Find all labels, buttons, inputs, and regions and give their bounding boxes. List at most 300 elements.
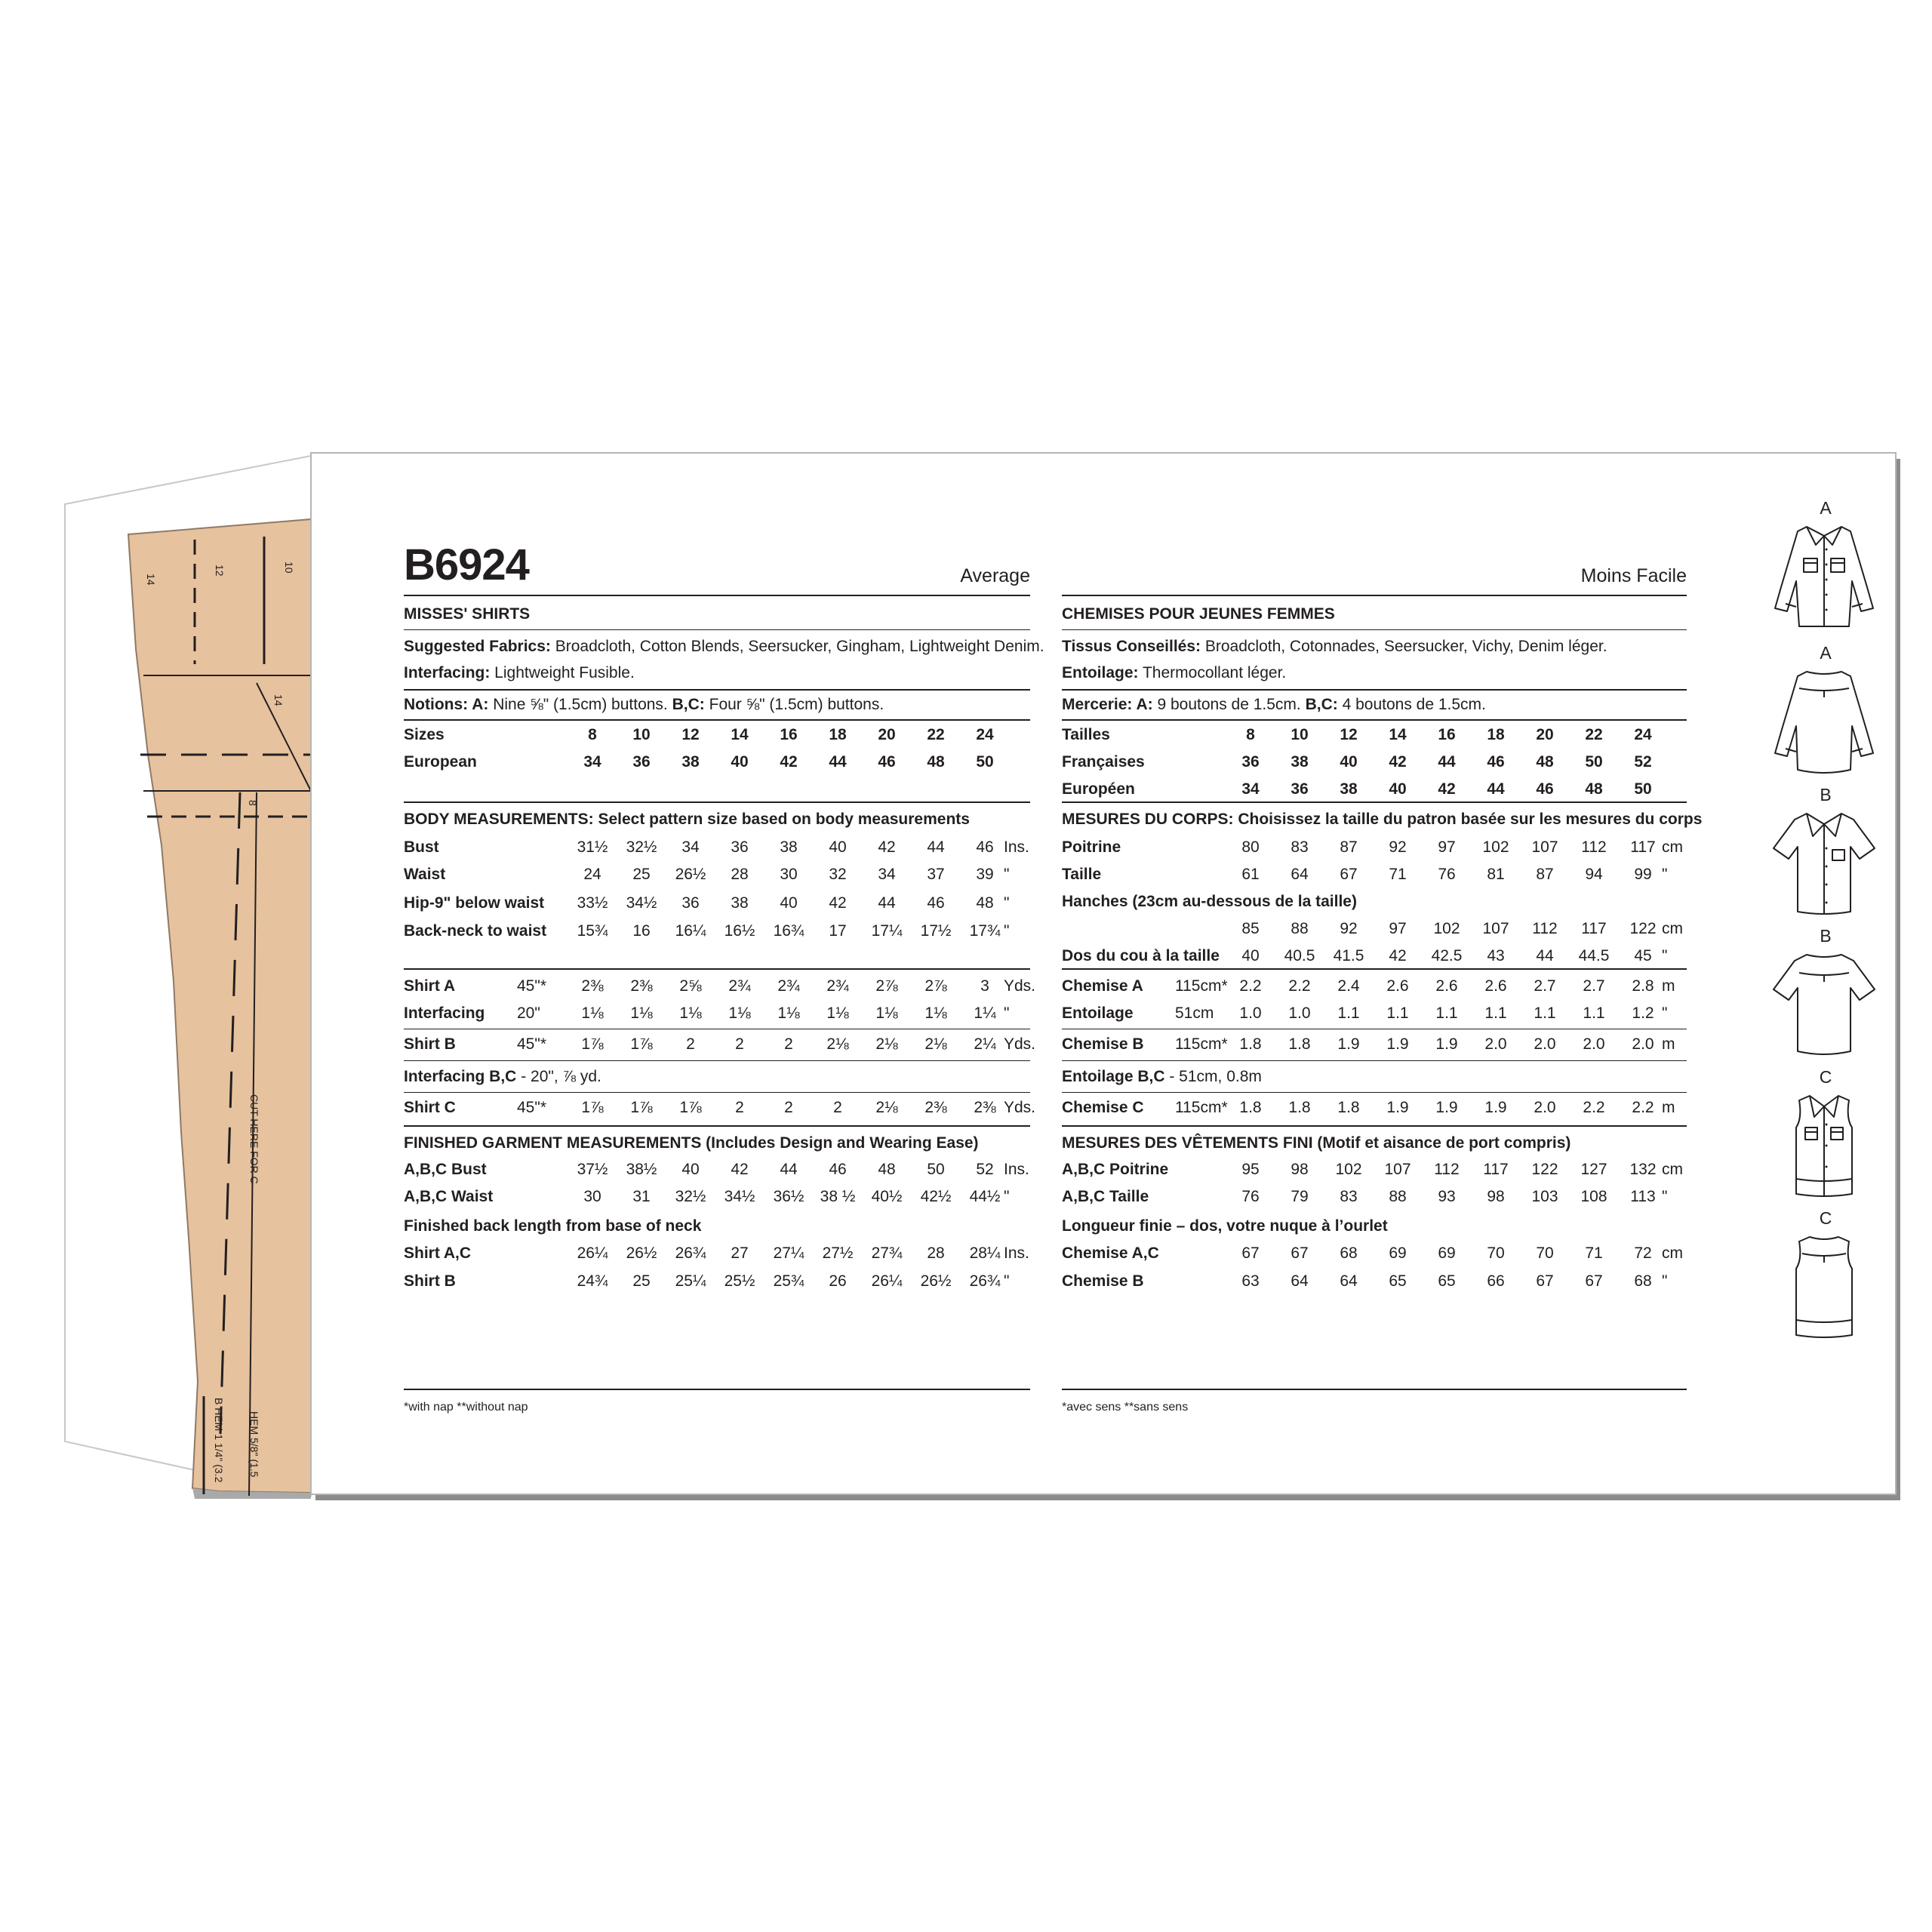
value-cell: 83	[1340, 1188, 1358, 1205]
footnote-fr	[1062, 1395, 1687, 1420]
value-cell: 18	[1487, 726, 1505, 743]
value-cell: 42	[1438, 780, 1456, 798]
value-cell: 65	[1389, 1272, 1407, 1290]
unit-label: cm	[1662, 1161, 1683, 1178]
row-label: Shirt B	[404, 1035, 456, 1053]
value-cell: 40	[681, 1161, 700, 1178]
value-cell: 40	[1340, 753, 1358, 771]
value-cell: 1.1	[1484, 1004, 1507, 1022]
size-cell: 10	[632, 726, 651, 743]
value-cell: 26½	[920, 1272, 952, 1290]
value-cell: 40	[780, 894, 798, 912]
value-cell: 102	[1335, 1161, 1362, 1178]
value-cell: 92	[1389, 838, 1407, 856]
yardage-row	[404, 974, 1036, 999]
value-cell: 45	[1634, 947, 1652, 964]
europeen-row	[1062, 777, 1687, 802]
value-cell: 1.8	[1239, 1035, 1262, 1053]
value-cell: 2.0	[1534, 1035, 1556, 1053]
tissue-label-8: 8	[247, 800, 259, 806]
notions-bc-label: B,C:	[672, 696, 705, 713]
unit-label: cm	[1662, 838, 1683, 856]
tissue-label-10: 10	[283, 561, 295, 574]
value-cell: 10	[1291, 726, 1309, 743]
finished-heading-fr	[1062, 1131, 1687, 1156]
interfacing-line-fr	[1062, 660, 1687, 686]
value-cell: 32	[829, 866, 847, 883]
row-label: Chemise C	[1062, 1099, 1144, 1116]
finished-heading-text-fr: MESURES DES VÊTEMENTS FINI (Motif et aisance de port compris)	[1062, 1134, 1571, 1152]
value-cell: 2.6	[1435, 977, 1458, 995]
value-cell: 3	[980, 977, 989, 995]
value-cell: 1⅛	[777, 1004, 800, 1022]
size-cell: 24	[976, 726, 994, 743]
interfacing-bc-line-fr	[1062, 1064, 1687, 1090]
row-label: Chemise B	[1062, 1035, 1144, 1053]
value-cell: 27	[731, 1244, 749, 1262]
value-cell: 43	[1487, 947, 1505, 964]
body-row	[404, 862, 1030, 888]
value-cell: 52	[1634, 753, 1652, 771]
value-cell: 34	[681, 838, 700, 856]
value-cell: 112	[1434, 1161, 1460, 1178]
row-label: Françaises	[1062, 753, 1145, 771]
body-row	[404, 891, 1030, 916]
value-cell: 40	[829, 838, 847, 856]
divider	[1062, 689, 1687, 691]
value-cell: 2¾	[728, 977, 751, 995]
value-cell: 1.9	[1337, 1035, 1360, 1053]
value-cell: 1⅛	[581, 1004, 604, 1022]
value-cell: 2	[686, 1035, 695, 1053]
interfacing-line	[404, 660, 1030, 686]
value-cell: 44	[1487, 780, 1505, 798]
interfacing-label: Interfacing:	[404, 664, 491, 681]
value-cell: 48	[976, 894, 994, 912]
value-cell: 15¾	[577, 922, 608, 940]
value-cell: 102	[1433, 920, 1460, 937]
value-cell: 25¼	[675, 1272, 706, 1290]
value-cell: 64	[1291, 1272, 1309, 1290]
unit-label: cm	[1662, 1244, 1683, 1262]
notions-bc-text-fr: 4 boutons de 1.5cm.	[1337, 696, 1486, 713]
value-cell: 69	[1438, 1244, 1456, 1262]
value-cell: 46	[927, 894, 945, 912]
value-cell: 2.2	[1583, 1099, 1605, 1116]
unit-label: "	[1004, 894, 1010, 912]
value-cell: 2⅛	[875, 1099, 898, 1116]
value-cell: 48	[1585, 780, 1603, 798]
unit-label: "	[1662, 1272, 1668, 1290]
yardage-row	[404, 1001, 1030, 1026]
value-cell: 48	[878, 1161, 896, 1178]
value-cell: 2⅝	[679, 977, 702, 995]
section-title-fr	[1062, 601, 1687, 627]
value-cell: 72	[1634, 1244, 1652, 1262]
value-cell: 46	[1487, 753, 1505, 771]
value-cell: 17	[829, 922, 847, 940]
value-cell: 25	[632, 866, 651, 883]
body-row	[404, 918, 1030, 944]
value-cell: 2.8	[1632, 977, 1654, 995]
back-length-heading	[404, 1214, 1030, 1239]
value-cell: 1⅞	[630, 1099, 653, 1116]
value-cell: 44	[1438, 753, 1456, 771]
finished-row-fr	[1062, 1184, 1687, 1210]
long-sleeve-shirt-front-icon	[1767, 519, 1881, 632]
finished-row-fr	[1062, 1157, 1687, 1183]
tissue-label-12: 12	[214, 565, 226, 577]
tissue-label-hem: HEM 5/8" (1.5	[248, 1411, 260, 1478]
unit-label: m	[1662, 1099, 1675, 1116]
value-cell: 71	[1585, 1244, 1603, 1262]
fabric-width: 51cm	[1175, 1004, 1214, 1022]
value-cell: 2¼	[974, 1035, 996, 1053]
value-cell: 112	[1532, 920, 1558, 937]
value-cell: 2⅞	[924, 977, 947, 995]
fabric-width: 115cm*	[1175, 1035, 1228, 1053]
interfacing-bc-label-fr: Entoilage B,C	[1062, 1068, 1165, 1085]
value-cell: 38 ½	[820, 1188, 856, 1205]
value-cell: 26¼	[577, 1244, 608, 1262]
row-label: A,B,C Poitrine	[1062, 1161, 1169, 1178]
divider	[1062, 968, 1687, 970]
value-cell: 1⅛	[630, 1004, 653, 1022]
fabrics-text: Broadcloth, Cotton Blends, Seersucker, Gingham, Lightweight Denim.	[550, 638, 1044, 655]
value-cell: 2	[735, 1099, 744, 1116]
yardage-row-fr	[1062, 1001, 1687, 1026]
value-cell: 67	[1241, 1244, 1260, 1262]
interfacing-text-fr: Thermocollant léger.	[1138, 664, 1287, 681]
divider	[404, 1060, 1030, 1061]
value-cell: 25¾	[773, 1272, 804, 1290]
value-cell: 1⅛	[826, 1004, 849, 1022]
short-sleeve-shirt-front-icon	[1767, 806, 1881, 919]
value-cell: 66	[1487, 1272, 1505, 1290]
unit-label: Yds.	[1004, 977, 1036, 995]
value-cell: 1⅞	[679, 1099, 702, 1116]
size-cell: 20	[878, 726, 896, 743]
notions-bc-text: Four ⅝" (1.5cm) buttons.	[704, 696, 884, 713]
short-sleeve-shirt-back-icon	[1767, 947, 1881, 1060]
unit-label: cm	[1662, 920, 1683, 937]
interfacing-label-fr: Entoilage:	[1062, 664, 1139, 681]
view-letter: B	[1820, 926, 1832, 946]
back-length-row	[404, 1269, 1030, 1294]
finished-row	[404, 1157, 1030, 1183]
value-cell: 27¾	[871, 1244, 903, 1262]
fabrics-label-fr: Tissus Conseillés:	[1062, 638, 1201, 655]
unit-label: "	[1662, 1004, 1668, 1022]
value-cell: 16¾	[773, 922, 804, 940]
row-label: Bust	[404, 838, 439, 856]
value-cell: 26½	[675, 866, 706, 883]
sizes-label: Sizes	[404, 726, 445, 743]
value-cell: 65	[1438, 1272, 1456, 1290]
divider	[1062, 1389, 1687, 1390]
value-cell: 97	[1389, 920, 1407, 937]
unit-label: "	[1004, 866, 1010, 883]
value-cell: 38½	[626, 1161, 657, 1178]
row-label: Entoilage	[1062, 1004, 1134, 1022]
value-cell: 36	[1291, 780, 1309, 798]
value-cell: 76	[1438, 866, 1456, 883]
value-cell: 2.6	[1386, 977, 1409, 995]
value-cell: 17¼	[871, 922, 903, 940]
value-cell: 1.9	[1435, 1099, 1458, 1116]
row-label: A,B,C Bust	[404, 1161, 487, 1178]
value-cell: 2.7	[1534, 977, 1556, 995]
value-cell: 22	[1585, 726, 1603, 743]
section-title	[404, 601, 1030, 627]
finished-row	[404, 1184, 1030, 1210]
value-cell: 69	[1389, 1244, 1407, 1262]
yardage-row-fr	[1062, 974, 1687, 999]
european-cell: 42	[780, 753, 798, 771]
finished-heading-text: FINISHED GARMENT MEASUREMENTS (Includes Design and Wearing Ease)	[404, 1134, 979, 1152]
value-cell: 2¾	[777, 977, 800, 995]
notions-line-fr	[1062, 692, 1687, 718]
divider	[1062, 801, 1687, 803]
row-label: Shirt C	[404, 1099, 456, 1116]
hips-label-line	[1062, 889, 1687, 915]
unit-label: "	[1662, 947, 1668, 964]
unit-label: Yds.	[1004, 1035, 1036, 1053]
value-cell: 122	[1629, 920, 1657, 937]
sleeveless-shirt-front-icon	[1767, 1088, 1881, 1201]
pattern-code: B6924	[404, 540, 529, 589]
value-cell: 99	[1634, 866, 1652, 883]
european-cell: 50	[976, 753, 994, 771]
value-cell: 46	[976, 838, 994, 856]
size-cell: 18	[829, 726, 847, 743]
notions-a-text-fr: 9 boutons de 1.5cm.	[1152, 696, 1306, 713]
value-cell: 48	[1536, 753, 1554, 771]
value-cell: 2⅜	[581, 977, 604, 995]
value-cell: 38	[1340, 780, 1358, 798]
row-label: Shirt A,C	[404, 1244, 472, 1262]
value-cell: 83	[1291, 838, 1309, 856]
finished-heading	[404, 1131, 1030, 1156]
value-cell: 1.0	[1288, 1004, 1311, 1022]
yardage-row	[404, 1095, 1036, 1121]
value-cell: 34½	[626, 894, 657, 912]
value-cell: 1.0	[1239, 1004, 1262, 1022]
value-cell: 2⅛	[826, 1035, 849, 1053]
envelope-back-page	[311, 453, 1896, 1494]
value-cell: 1.8	[1337, 1099, 1360, 1116]
european-cell: 40	[731, 753, 749, 771]
value-cell: 52	[976, 1161, 994, 1178]
value-cell: 50	[1634, 780, 1652, 798]
value-cell: 2.2	[1288, 977, 1311, 995]
difficulty-level: Average	[960, 565, 1030, 586]
value-cell: 1⅞	[630, 1035, 653, 1053]
value-cell: 2⅞	[875, 977, 898, 995]
value-cell: 44.5	[1578, 947, 1610, 964]
sizes-row	[404, 722, 1030, 748]
size-cell: 16	[780, 726, 798, 743]
unit-label: "	[1004, 922, 1010, 940]
row-label: Chemise A	[1062, 977, 1143, 995]
row-label: Taille	[1062, 866, 1102, 883]
european-cell: 44	[829, 753, 847, 771]
value-cell: 98	[1291, 1161, 1309, 1178]
value-cell: 36½	[773, 1188, 804, 1205]
unit-label: "	[1662, 1188, 1668, 1205]
value-cell: 1.9	[1386, 1035, 1409, 1053]
european-label: European	[404, 753, 477, 771]
unit-label: m	[1662, 977, 1675, 995]
value-cell: 27¼	[773, 1244, 804, 1262]
value-cell: 40.5	[1284, 947, 1315, 964]
value-cell: 42	[878, 838, 896, 856]
divider	[1062, 1125, 1687, 1127]
value-cell: 67	[1536, 1272, 1554, 1290]
value-cell: 88	[1291, 920, 1309, 937]
row-label: Poitrine	[1062, 838, 1121, 856]
fabric-width: 115cm*	[1175, 977, 1228, 995]
value-cell: 1⅛	[875, 1004, 898, 1022]
value-cell: 94	[1585, 866, 1603, 883]
value-cell: 25	[632, 1272, 651, 1290]
value-cell: 87	[1340, 838, 1358, 856]
row-label: Interfacing	[404, 1004, 485, 1022]
value-cell: 1⅛	[679, 1004, 702, 1022]
value-cell: 42½	[920, 1188, 952, 1205]
value-cell: 8	[1246, 726, 1255, 743]
yardage-row	[404, 1032, 1036, 1057]
fabric-width: 45"*	[517, 1099, 546, 1116]
value-cell: 26¼	[871, 1272, 903, 1290]
value-cell: 50	[1585, 753, 1603, 771]
value-cell: 1.1	[1337, 1004, 1360, 1022]
value-cell: 31	[632, 1188, 651, 1205]
row-label: Chemise A,C	[1062, 1244, 1159, 1262]
european-row	[404, 749, 1030, 775]
notions-a-text: Nine ⅝" (1.5cm) buttons.	[488, 696, 672, 713]
footnote	[404, 1395, 1030, 1420]
divider	[404, 595, 1030, 596]
value-cell: 2.0	[1632, 1035, 1654, 1053]
value-cell: 76	[1241, 1188, 1260, 1205]
value-cell: 67	[1340, 866, 1358, 883]
unit-label: Ins.	[1004, 1161, 1029, 1178]
divider	[404, 689, 1030, 691]
unit-label: "	[1004, 1004, 1010, 1022]
value-cell: 44	[878, 894, 896, 912]
notions-bc-label-fr: B,C:	[1305, 696, 1338, 713]
value-cell: 37	[927, 866, 945, 883]
european-cell: 34	[583, 753, 601, 771]
value-cell: 80	[1241, 838, 1260, 856]
value-cell: 1.8	[1288, 1099, 1311, 1116]
value-cell: 44½	[969, 1188, 1001, 1205]
notions-label-fr: Mercerie: A:	[1062, 696, 1153, 713]
row-label: Dos du cou à la taille	[1062, 947, 1220, 964]
unit-label: Ins.	[1004, 838, 1029, 856]
value-cell: 42	[1389, 753, 1407, 771]
size-cell: 14	[731, 726, 749, 743]
interfacing-text: Lightweight Fusible.	[490, 664, 635, 681]
fabrics-line	[404, 634, 1044, 660]
divider	[404, 1092, 1030, 1093]
european-cell: 48	[927, 753, 945, 771]
value-cell: 2.4	[1337, 977, 1360, 995]
value-cell: 1.1	[1534, 1004, 1556, 1022]
size-cell: 22	[927, 726, 945, 743]
hips-row	[1062, 916, 1687, 942]
value-cell: 127	[1580, 1161, 1607, 1178]
body-measurements-heading	[404, 807, 1030, 832]
value-cell: 30	[780, 866, 798, 883]
divider	[1062, 629, 1687, 630]
european-cell: 36	[632, 753, 651, 771]
value-cell: 44	[1536, 947, 1554, 964]
value-cell: 1¼	[974, 1004, 996, 1022]
value-cell: 117	[1483, 1161, 1509, 1178]
value-cell: 117	[1581, 920, 1607, 937]
value-cell: 70	[1487, 1244, 1505, 1262]
unit-label: "	[1662, 866, 1668, 883]
view-sketches	[1754, 498, 1897, 1494]
value-cell: 1.1	[1583, 1004, 1605, 1022]
value-cell: 107	[1384, 1161, 1411, 1178]
value-cell: 113	[1630, 1188, 1656, 1205]
value-cell: 79	[1291, 1188, 1309, 1205]
title-text: MISSES' SHIRTS	[404, 605, 531, 623]
value-cell: 1.1	[1435, 1004, 1458, 1022]
value-cell: 2⅛	[924, 1035, 947, 1053]
value-cell: 26½	[626, 1244, 657, 1262]
back-length-heading-text: Finished back length from base of neck	[404, 1217, 702, 1235]
value-cell: 107	[1482, 920, 1509, 937]
fabrics-label: Suggested Fabrics:	[404, 638, 551, 655]
value-cell: 2	[833, 1099, 842, 1116]
value-cell: 64	[1340, 1272, 1358, 1290]
value-cell: 26	[829, 1272, 847, 1290]
value-cell: 107	[1531, 838, 1558, 856]
title-text-fr: CHEMISES POUR JEUNES FEMMES	[1062, 605, 1335, 623]
value-cell: 40	[1241, 947, 1260, 964]
value-cell: 34	[1241, 780, 1260, 798]
value-cell: 2.2	[1632, 1099, 1654, 1116]
fabric-width: 45"*	[517, 1035, 546, 1053]
divider	[404, 719, 1030, 721]
value-cell: 20	[1536, 726, 1554, 743]
row-label: Tailles	[1062, 726, 1110, 743]
value-cell: 67	[1585, 1272, 1603, 1290]
footnote-text-fr: *avec sens **sans sens	[1062, 1401, 1189, 1414]
value-cell: 87	[1536, 866, 1554, 883]
row-label: Back-neck to waist	[404, 922, 547, 940]
value-cell: 1⅞	[581, 1035, 604, 1053]
fabrics-line-fr	[1062, 634, 1687, 660]
interfacing-bc-line	[404, 1064, 1030, 1090]
divider	[1062, 719, 1687, 721]
value-cell: 24¾	[577, 1272, 608, 1290]
sleeveless-shirt-back-icon	[1767, 1229, 1881, 1343]
value-cell: 42.5	[1431, 947, 1463, 964]
value-cell: 1.8	[1288, 1035, 1311, 1053]
value-cell: 44	[927, 838, 945, 856]
divider	[404, 968, 1030, 970]
value-cell: 42	[731, 1161, 749, 1178]
value-cell: 93	[1438, 1188, 1456, 1205]
value-cell: 36	[731, 838, 749, 856]
interfacing-bc-text-fr: - 51cm, 0.8m	[1164, 1068, 1262, 1085]
back-length-row-fr	[1062, 1241, 1687, 1266]
